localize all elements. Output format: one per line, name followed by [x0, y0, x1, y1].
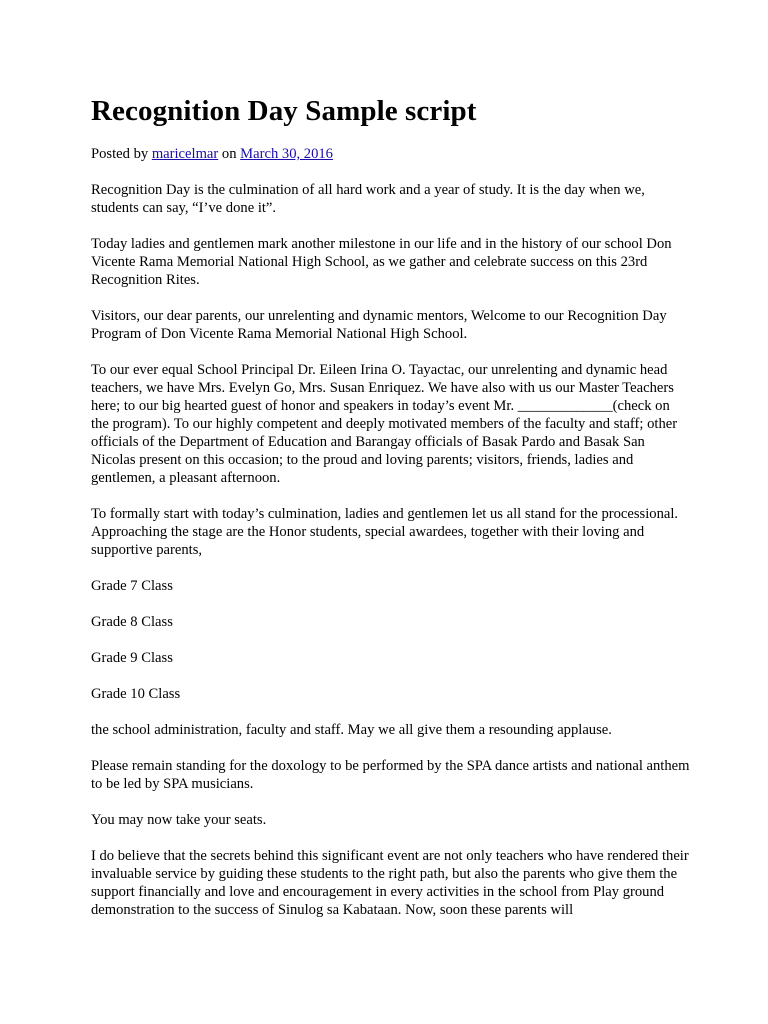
paragraph: Visitors, our dear parents, our unrelenting and dynamic mentors, Welcome to our Recognition Day Program of Don Vicente Rama Memorial National High School.: [91, 308, 667, 342]
date-link[interactable]: March 30, 2016: [240, 146, 333, 162]
paragraph: I do believe that the secrets behind this significant event are not only teachers who have rendered their invaluable service by guiding these students to the right path, but also the parents who give them the support financially and love and encouragement in every activities in the school from Play ground demonstration to the success of Sinulog sa Kabataan. Now, soon these parents will: [91, 848, 689, 918]
paragraph: Recognition Day is the culmination of all hard work and a year of study. It is the day when we, students can say, “I’ve done it”.: [91, 182, 645, 216]
paragraph: Today ladies and gentlemen mark another milestone in our life and in the history of our school Don Vicente Rama Memorial National High School, as we gather and celebrate success on this 23rd Recognition Rites.: [91, 236, 672, 288]
paragraph: To our ever equal School Principal Dr. Eileen Irina O. Tayactac, our unrelenting and dynamic head teachers, we have Mrs. Evelyn Go, Mrs. Susan Enriquez. We have also with us our Master Teachers here; to our big hearted guest of honor and speakers in today’s event Mr. _____________(check on the program). To our highly competent and deeply motivated members of the faculty and staff; other officials of the Department of Education and Barangay officials of Basak Pardo and Basak San Nicolas present on this occasion; to the proud and loving parents; visitors, friends, ladies and gentlemen, a pleasant afternoon.: [91, 362, 678, 486]
grade-class-item: Grade 9 Class: [91, 650, 173, 666]
grade-class-item: Grade 8 Class: [91, 614, 173, 630]
byline-prefix: Posted by: [91, 146, 152, 162]
paragraph: the school administration, faculty and staff. May we all give them a resounding applause.: [91, 722, 612, 738]
article: [91, 92, 691, 937]
grade-class-item: Grade 10 Class: [91, 686, 181, 702]
byline-middle: on: [218, 146, 241, 162]
byline: [91, 145, 691, 163]
page-title: Recognition Day Sample script: [91, 95, 477, 127]
grade-class-item: Grade 7 Class: [91, 578, 173, 594]
paragraph: You may now take your seats.: [91, 812, 267, 828]
paragraph: Please remain standing for the doxology to be performed by the SPA dance artists and national anthem to be led by SPA musicians.: [91, 758, 690, 792]
author-link[interactable]: maricelmar: [151, 146, 219, 162]
paragraph: To formally start with today’s culmination, ladies and gentlemen let us all stand for the processional. Approaching the stage are the Honor students, special awardees, together with their loving and supportive parents,: [91, 506, 679, 558]
